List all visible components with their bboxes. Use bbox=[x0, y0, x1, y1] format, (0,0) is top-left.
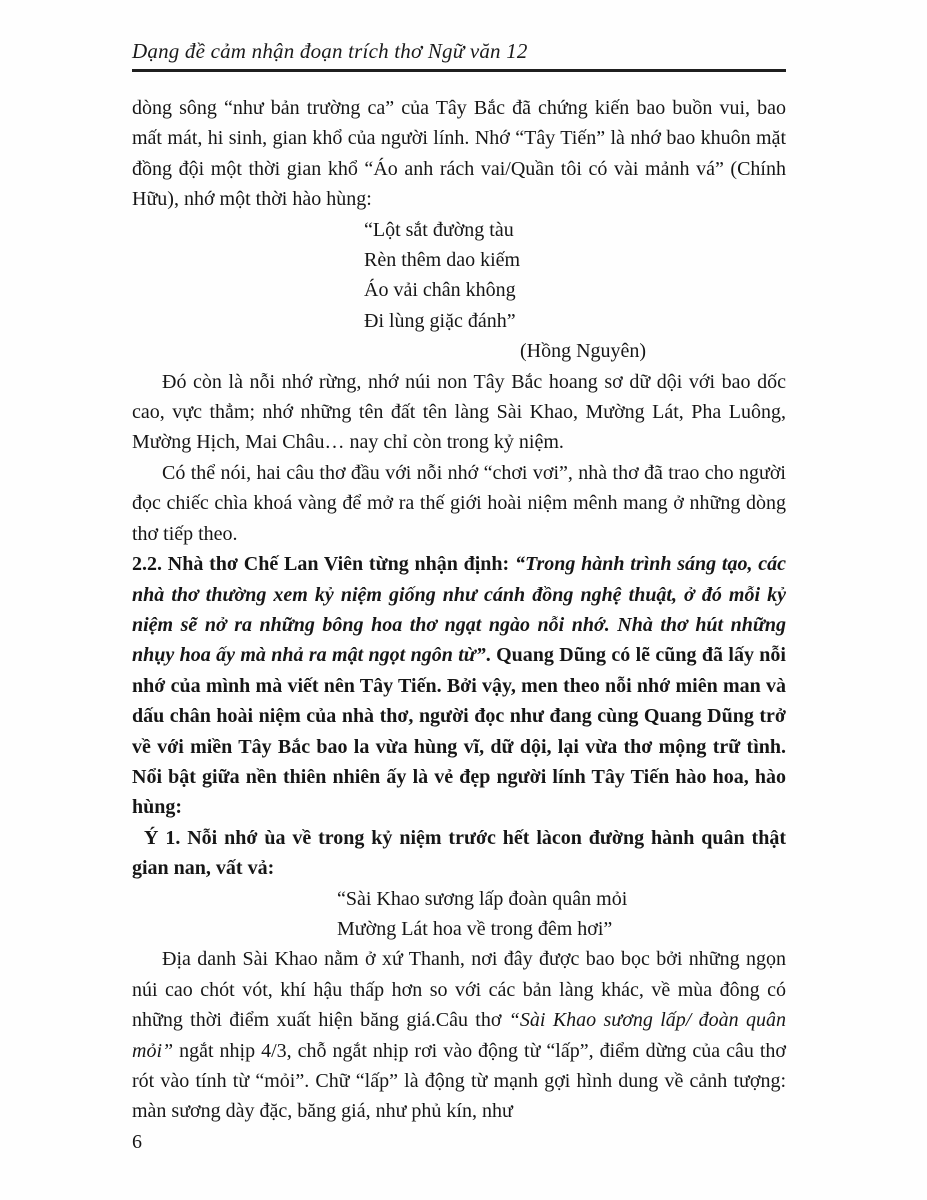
section-2-2 bbox=[132, 549, 786, 823]
page-number: 6 bbox=[132, 1130, 142, 1153]
idea-1-heading: Ý 1. Nỗi nhớ ùa về trong kỷ niệm trước hết làcon đường hành quân thật gian nan, vất vả: bbox=[132, 826, 786, 880]
paragraph-intro: dòng sông “như bản trường ca” của Tây Bắc đã chứng kiến bao buồn vui, bao mất mát, hi sinh, gian khổ của người lính. Nhớ “Tây Tiến” là nhớ bao khuôn mặt đồng đội một thời gian khổ “Áo anh rách vai/Quần tôi có vài mảnh vá” (Chính Hữu), nhớ một thời hào hùng: bbox=[132, 97, 786, 211]
page-body bbox=[132, 93, 786, 1157]
page-header bbox=[132, 38, 786, 72]
poem-author-attribution: (Hồng Nguyên) bbox=[520, 340, 647, 363]
poem-line: Mường Lát hoa về trong đêm hơi” bbox=[337, 917, 613, 940]
poem-line: “Lột sắt đường tàu bbox=[364, 218, 514, 241]
paragraph-memory: Đó còn là nỗi nhớ rừng, nhớ núi non Tây Bắc hoang sơ dữ dội với bao dốc cao, vực thẳm; nhớ những tên đất tên làng Sài Khao, Mường Lát, Pha Luông, Mường Hịch, Mai Châu… nay chỉ còn trong kỷ niệm. bbox=[132, 370, 786, 454]
paragraph-key-remark: Có thể nói, hai câu thơ đầu với nỗi nhớ “chơi vơi”, nhà thơ đã trao cho người đọc chiếc chìa khoá vàng để mở ra thế giới hoài niệm mênh mang ở những dòng thơ tiếp theo. bbox=[132, 461, 786, 545]
section-2-2-tail: . Quang Dũng có lẽ cũng đã lấy nỗi nhớ của mình mà viết nên Tây Tiến. Bởi vậy, men theo nỗi nhớ miên man và dấu chân hoài niệm của nhà thơ, người đọc như đang cùng Quang Dũng trở về với miền Tây Bắc bao la vừa hùng vĩ, dữ dội, lại vừa thơ mộng trữ tình. Nổi bật giữa nền thiên nhiên ấy là vẻ đẹp người lính Tây Tiến hào hoa, hào hùng: bbox=[132, 644, 786, 819]
analysis-part2: ngắt nhịp 4/3, chỗ ngắt nhịp rơi vào động từ “lấp”, điểm dừng của câu thơ rót vào tính từ “mỏi”. Chữ “lấp” là động từ mạnh gợi hình dung về cảnh tượng: màn sương dày đặc, băng giá, như phủ kín, như bbox=[132, 1039, 786, 1123]
running-header-title: Dạng đề cảm nhận đoạn trích thơ Ngữ văn 12 bbox=[132, 39, 528, 63]
section-2-2-lead: 2.2. Nhà thơ Chế Lan Viên từng nhận định: bbox=[132, 553, 515, 576]
analysis-part1: Địa danh Sài Khao nằm ở xứ Thanh, nơi đây được bao bọc bởi những ngọn núi cao chót vót, khí hậu thấp hơn so với các bản làng khác, về mùa đông có những thời điểm xuất hiện băng giá.Câu thơ bbox=[132, 948, 786, 1032]
poem-quote-1 bbox=[132, 215, 786, 337]
analysis-verse-quote: “Sài Khao sương lấp/ đoàn quân mỏi” bbox=[132, 1009, 787, 1062]
paragraph-analysis bbox=[132, 944, 786, 1126]
poem-line: Đi lùng giặc đánh” bbox=[364, 309, 516, 332]
che-lan-vien-quote: “Trong hành trình sáng tạo, các nhà thơ thường xem kỷ niệm giống như cánh đồng nghệ thuật, ở đó mỗi kỷ niệm sẽ nở ra những bông hoa thơ ngạt ngào nỗi nhớ. Nhà thơ hút những nhụy hoa ấy mà nhả ra mật ngọt ngôn từ” bbox=[132, 553, 787, 667]
poem-line: Áo vải chân không bbox=[364, 279, 516, 302]
poem-quote-2 bbox=[132, 884, 786, 945]
poem-line: Rèn thêm dao kiếm bbox=[364, 249, 521, 272]
header-rule bbox=[132, 69, 786, 72]
poem-line: “Sài Khao sương lấp đoàn quân mỏi bbox=[337, 887, 628, 910]
